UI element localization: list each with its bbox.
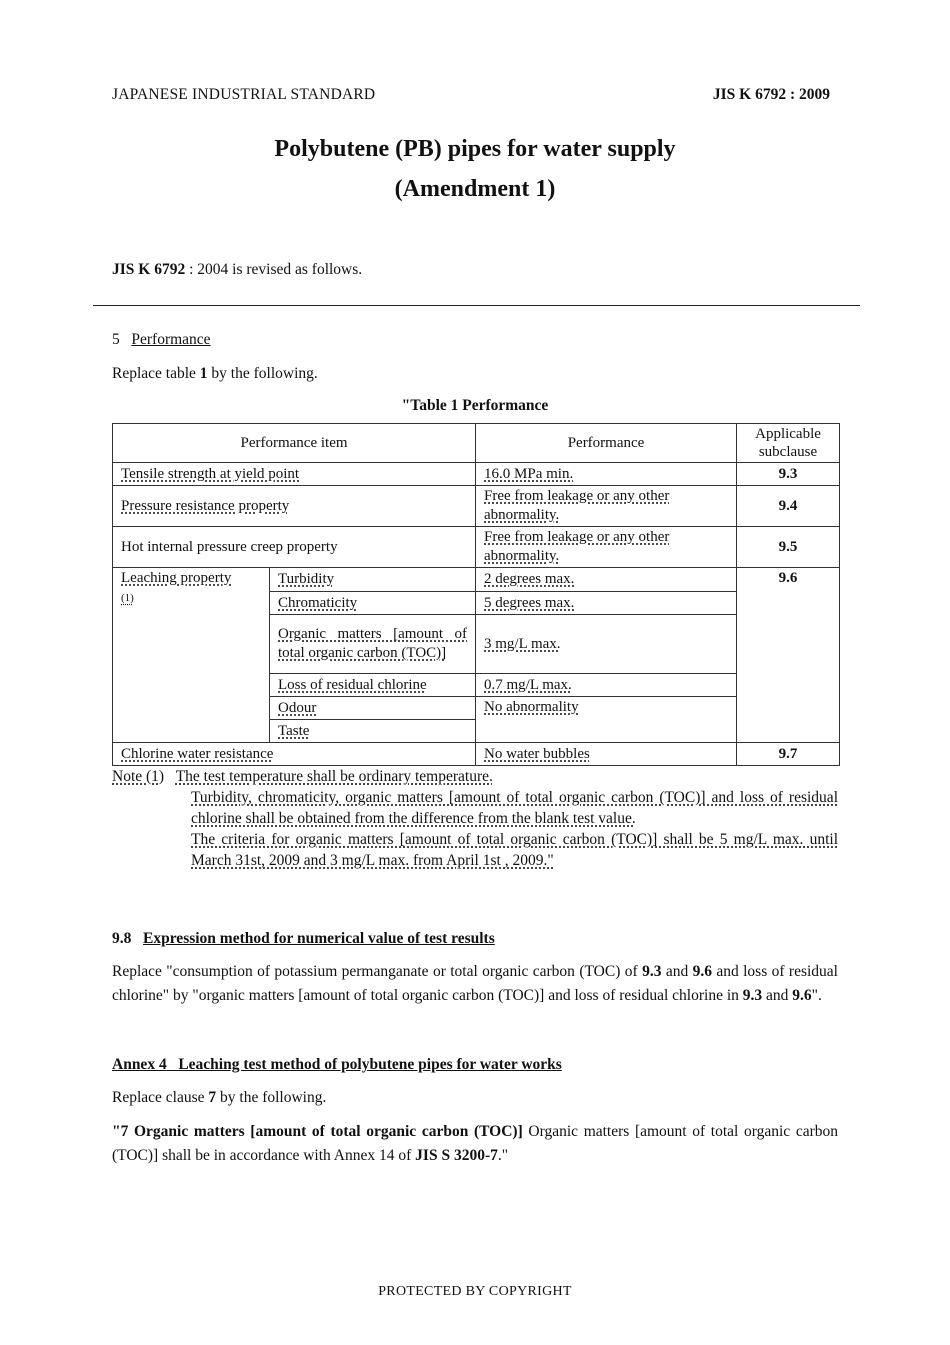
section-5-instruction <box>112 362 838 386</box>
section-5-title: Performance <box>131 331 211 348</box>
table-row <box>113 527 840 568</box>
table-caption: "Table 1 Performance <box>401 397 549 414</box>
subclause-cell: 9.5 <box>737 527 840 568</box>
para-ref: 9.6 <box>792 987 812 1004</box>
note-text-2: Turbidity, chromaticity, organic matters [amount of total organic carbon (TOC)] and loss of residual chlorine shall be obtained from the difference from the blank test value. <box>191 789 838 827</box>
header-performance: Performance <box>476 424 737 463</box>
note-paragraph-3 <box>112 829 838 871</box>
leaching-label: Leaching property <box>121 570 232 586</box>
instruction-text-end: by the following. <box>207 365 318 382</box>
section-9-8-heading <box>112 927 838 951</box>
instruction-text: Replace table <box>112 365 200 382</box>
clause-end: ." <box>497 1147 509 1164</box>
note-paragraph-2 <box>112 787 838 829</box>
note-text-1: The test temperature shall be ordinary temperature. <box>175 768 493 785</box>
sub-item-cell: Loss of residual chlorine <box>270 674 476 697</box>
para-text: and <box>661 963 693 980</box>
table-header-row <box>113 424 840 463</box>
para-text: and <box>762 987 793 1004</box>
performance-cell: 2 degrees max. <box>476 568 737 592</box>
para-text: ". <box>811 987 822 1004</box>
sub-item-cell: Organic matters [amount of total organic carbon (TOC)] <box>270 615 476 674</box>
performance-cell: 0.7 mg/L max. <box>476 674 737 697</box>
subclause-cell: 9.3 <box>737 463 840 486</box>
sub-item-cell: Turbidity <box>270 568 476 592</box>
note-line-1 <box>112 766 838 787</box>
item-cell: Chlorine water resistance <box>113 743 476 766</box>
clause-heading: "7 Organic matters [amount of total organic carbon (TOC)] <box>112 1123 523 1140</box>
note-reference: (1) <box>121 592 134 604</box>
intro-text: : 2004 is revised as follows. <box>185 261 363 278</box>
annex-4-heading <box>112 1053 838 1077</box>
performance-cell: 16.0 MPa min. <box>476 463 737 486</box>
section-9-8-number: 9.8 <box>112 930 132 947</box>
table-row <box>113 568 840 592</box>
document-title: Polybutene (PB) pipes for water supply <box>274 136 676 162</box>
instruction-text-end: by the following. <box>216 1089 327 1106</box>
annex-4-label: Annex 4 <box>112 1056 167 1073</box>
para-ref: 9.3 <box>642 963 662 980</box>
section-9-8-paragraph <box>112 960 838 1008</box>
annex-4-clause <box>112 1120 838 1168</box>
item-cell: Hot internal pressure creep property <box>113 527 476 568</box>
section-5-heading <box>112 328 838 352</box>
note-label: Note (1) <box>112 768 165 785</box>
item-cell: Tensile strength at yield point <box>113 463 476 486</box>
table-row <box>113 486 840 527</box>
clause-reference: JIS S 3200-7 <box>415 1147 498 1164</box>
table-row <box>113 463 840 486</box>
subclause-cell: 9.4 <box>737 486 840 527</box>
performance-cell: 3 mg/L max. <box>476 615 737 674</box>
performance-cell: No abnormality <box>476 697 737 743</box>
divider-line <box>93 305 860 306</box>
instruction-ref: 7 <box>208 1089 217 1106</box>
annex-4-instruction <box>112 1086 838 1110</box>
performance-table <box>112 423 840 766</box>
section-9-8-title: Expression method for numerical value of test results <box>143 930 495 947</box>
clause-text: Organic matters [amount of total organic carbon (TOC)] shall be in accordance with Annex 14 of <box>112 1123 839 1164</box>
header-performance-item: Performance item <box>113 424 476 463</box>
performance-cell: Free from leakage or any other abnormality. <box>476 527 737 568</box>
subclause-cell: 9.6 <box>737 568 840 743</box>
sub-item-cell: Taste <box>270 720 476 743</box>
performance-cell: No water bubbles <box>476 743 737 766</box>
header-subclause: Applicable subclause <box>737 424 840 463</box>
leaching-item-cell <box>113 568 270 743</box>
table-row <box>113 743 840 766</box>
instruction-ref: 1 <box>199 365 208 382</box>
standard-org-header: JAPANESE INDUSTRIAL STANDARD <box>112 86 376 103</box>
standard-number-header: JIS K 6792 : 2009 <box>712 86 830 103</box>
para-text: and loss of residual chlorine" by "organic matters [amount of total organic carbon (TOC)] and loss of residual chlorine in <box>112 963 838 1004</box>
annex-4-title: Leaching test method of polybutene pipes for water works <box>178 1056 562 1073</box>
para-ref: 9.3 <box>742 987 763 1004</box>
intro-paragraph <box>112 258 838 282</box>
instruction-text: Replace clause <box>112 1089 209 1106</box>
sub-item-cell: Odour <box>270 697 476 720</box>
sub-item-cell: Chromaticity <box>270 592 476 615</box>
table-notes <box>112 766 838 871</box>
para-text: Replace "consumption of potassium permanganate or total organic carbon (TOC) of <box>112 963 643 980</box>
intro-code: JIS K 6792 <box>112 261 186 278</box>
section-5-number: 5 <box>112 331 120 348</box>
performance-cell: 5 degrees max. <box>476 592 737 615</box>
document-subtitle: (Amendment 1) <box>394 176 556 202</box>
para-ref: 9.6 <box>692 963 712 980</box>
subclause-cell: 9.7 <box>737 743 840 766</box>
copyright-footer: PROTECTED BY COPYRIGHT <box>378 1284 572 1299</box>
performance-cell: Free from leakage or any other abnormality. <box>476 486 737 527</box>
item-cell: Pressure resistance property <box>113 486 476 527</box>
note-text-3: The criteria for organic matters [amount of total organic carbon (TOC)] shall be 5 mg/L max. until March 31st, 2009 and 3 mg/L max. from April 1st , 2009." <box>191 831 838 869</box>
